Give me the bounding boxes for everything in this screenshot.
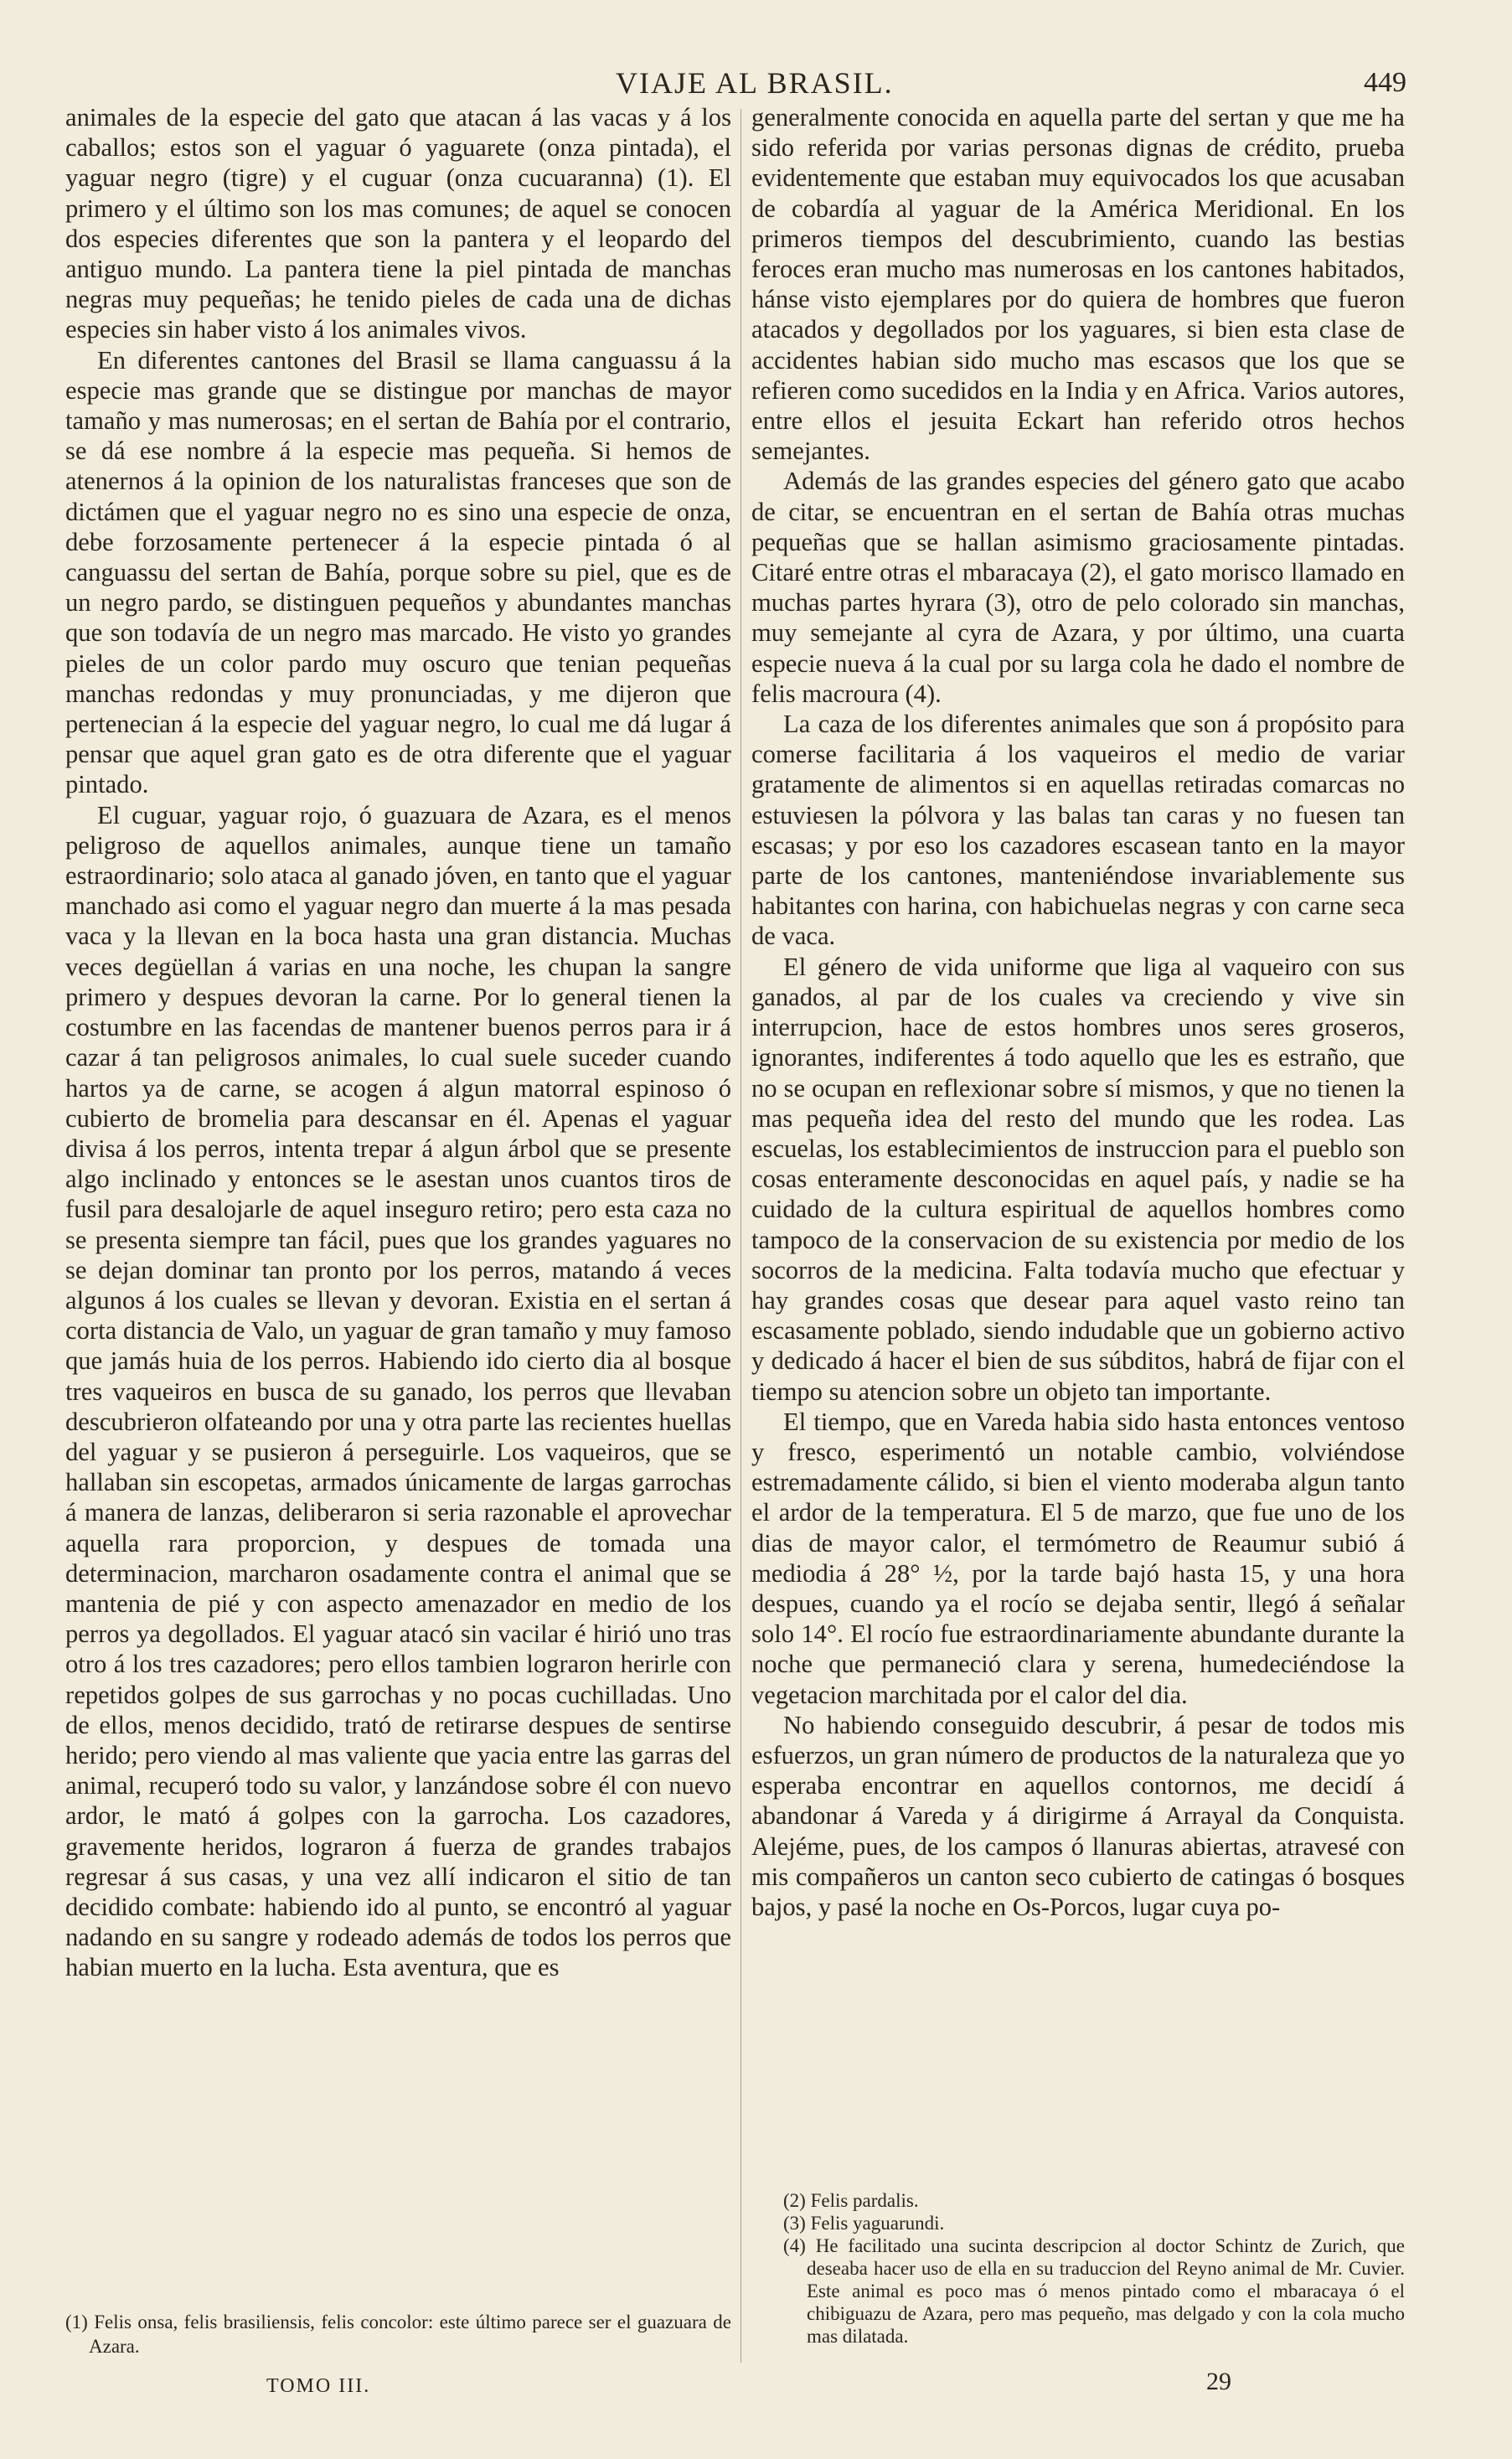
paragraph: El cuguar, yaguar rojo, ó guazuara de Azara, es el menos peligroso de aquellos animales, aunque tiene un tamaño estraordinario; solo ataca al ganado jóven, en tanto que el yaguar manchado asi como el yaguar negro dan muerte á la mas pesada vaca y la llevan en la boca hasta una gran distancia. Muchas veces degüellan á varias en una noche, les chupan la sangre primero y despues devoran la carne. Por lo general tienen la costumbre en las facendas de mantener buenos perros para ir á cazar á tan peligrosos animales, lo cual suele suceder cuando hartos ya de carne, se acogen á algun matorral espinoso ó cubierto de bromelia para descansar en él. Apenas el yaguar divisa á los perros, intenta trepar á algun árbol que se presente algo inclinado y entonces se le asestan unos cuantos tiros de fusil para desalojarle de aquel inseguro retiro; pero esta caza no se presenta siempre tan fácil, pues que los grandes yaguares no se dejan dominar tan pronto por los perros, matando á veces algunos á los cuales se llevan y devoran. Existia en el sertan á corta distancia de Valo, un yaguar de gran tamaño y muy famoso que jamás huia de los perros. Habiendo ido cierto dia al bosque tres vaqueiros en busca de su ganado, los perros que llevaban descubrieron olfateando por una y otra parte las recientes huellas del yaguar y se pusieron á perseguirle. Los vaqueiros, que se hallaban sin escopetas, armados únicamente de largas garrochas á manera de lanzas, deliberaron si seria razonable el aprovechar aquella rara proporcion, y despues de tomada una determinacion, marcharon osadamente contra el animal que se mantenia de pié y con aspecto amenazador en medio de los perros ya degollados. El yaguar atacó sin vacilar é hirió uno tras otro á los tres cazadores; pero ellos tambien lograron herirle con repetidos golpes de sus garrochas y no pocas cuchilladas. Uno de ellos, menos decidido, trató de retirarse despues de sentirse herido; pero viendo al mas valiente que yacia entre las garras del animal, recuperó todo su valor, y lanzándose sobre él con nuevo ardor, le mató á golpes con la garrocha. Los cazadores, gravemente heridos, lograron á fuerza de grandes trabajos regresar á sus casas, y una vez allí indicaron el sitio de tan decidido combate: habiendo ido al punto, se encontró al yaguar nadando en su sangre y rodeado además de todos los perros que habian muerto en la lucha. Esta aventura, que es xyxy=(65,800,731,1982)
right-column xyxy=(751,102,1405,1922)
paragraph: El tiempo, que en Vareda habia sido hasta entonces ventoso y fresco, esperimentó un notable cambio, volviéndose estremadamente cálido, si bien el viento moderaba algun tanto el ardor de la temperatura. El 5 de marzo, que fue uno de los dias de mayor calor, el termómetro de Reaumur subió á mediodia á 28° ½, por la tarde bajó hasta 15, y una hora despues, cuando ya el rocío se dejaba sentir, llegó á señalar solo 14°. El rocío fue estraordinariamente abundante durante la noche que permaneció clara y serena, humedeciéndose la vegetacion marchitada por el calor del dia. xyxy=(751,1407,1405,1709)
paragraph: No habiendo conseguido descubrir, á pesar de todos mis esfuerzos, un gran número de productos de la naturaleza que yo esperaba encontrar en aquellos contornos, me decidí á abandonar á Vareda y á dirigirme á Arrayal da Conquista. Alejéme, pues, de los campos ó llanuras abiertas, atravesé con mis compañeros un canton seco cubierto de catingas ó bosques bajos, y pasé la noche en Os-Porcos, lugar cuya po- xyxy=(751,1710,1405,1921)
paragraph: En diferentes cantones del Brasil se llama canguassu á la especie mas grande que se distingue por manchas de mayor tamaño y mas numerosas; en el sertan de Bahía por el contrario, se dá ese nombre á la especie mas pequeña. Si hemos de atenernos á la opinion de los naturalistas franceses que son de dictámen que el yaguar negro no es sino una especie de onza, debe forzosamente pertenecer á la especie pintada ó al canguassu del sertan de Bahía, porque sobre su piel, que es de un negro pardo, se distinguen pequeños y abundantes manchas que son todavía de un negro mas marcado. He visto yo grandes pieles de un color pardo muy oscuro que tenian pequeñas manchas redondas y muy pronunciadas, y me dijeron que pertenecian á la especie del yaguar negro, lo cual me dá lugar á pensar que aquel gran gato es de otra diferente que el yaguar pintado. xyxy=(65,345,731,799)
footnote: (3) Felis yaguarundi. xyxy=(783,2213,945,2234)
paragraph: Además de las grandes especies del género gato que acabo de citar, se encuentran en el sertan de Bahía otras muchas pequeñas que se hallan asimismo graciosamente pintadas. Citaré entre otras el mbaracaya (2), el gato morisco llamado en muchas partes hyrara (3), otro de pelo colorado sin manchas, muy semejante al cyra de Azara, y por último, una cuarta especie nueva á la cual por su larga cola he dado el nombre de felis macroura (4). xyxy=(751,467,1405,708)
paragraph: El género de vida uniforme que liga al vaqueiro con sus ganados, al par de los cuales va creciendo y vive sin interrupcion, hace de estos hombres unos seres groseros, ignorantes, indiferentes á todo aquello que les es estraño, que no se ocupan en reflexionar sobre sí mismos, y que no tienen la mas pequeña idea del resto del mundo que les rodea. Las escuelas, los establecimientos de instruccion para el pueblo son cosas enteramente desconocidas en aquel país, y nadie se ha cuidado de la cultura espiritual de aquellos hombres como tampoco de la conservacion de su existencia por medio de los socorros de la medicina. Falta todavía mucho que efectuar y hay grandes cosas que desear para aquel vasto reino tan escasamente poblado, siendo indudable que un gobierno activo y dedicado á hacer el bien de sus súbditos, habrá de fijar con el tiempo su atencion sobre un objeto tan importante. xyxy=(751,952,1405,1406)
footnote: (4) He facilitado una sucinta descripcion al doctor Schintz de Zurich, que deseaba hacer uso de ella en su traduccion del Reyno animal de Mr. Cuvier. Este animal es poco mas ó menos pintado como el mbaracaya ó el chibiguazu de Azara, pero mas pequeño, mas delgado y con la cola mucho mas dilatada. xyxy=(783,2235,1405,2347)
paragraph: animales de la especie del gato que atacan á las vacas y á los caballos; estos son el yaguar ó yaguarete (onza pintada), el yaguar negro (tigre) y el cuguar (onza cucuaranna) (1). El primero y el último son los mas comunes; de aquel se conocen dos especies diferentes que son la pantera y el leopardo del antiguo mundo. La pantera tiene la piel pintada de manchas negras muy pequeñas; he tenido pieles de cada una de dichas especies sin haber visto á los animales vivos. xyxy=(65,103,731,344)
volume-signature: TOMO III. xyxy=(266,2375,371,2397)
footnotes-right xyxy=(783,2189,1405,2348)
page-number: 449 xyxy=(1364,67,1406,98)
footnote: (1) Felis onsa, felis brasiliensis, felis concolor: este último parece ser el guazuara de Azara. xyxy=(65,2312,731,2357)
running-head xyxy=(0,59,1512,109)
running-title: VIAJE AL BRASIL. xyxy=(616,66,894,100)
footnote: (2) Felis pardalis. xyxy=(783,2190,919,2211)
footnotes-left xyxy=(65,2310,731,2358)
paragraph: La caza de los diferentes animales que son á propósito para comerse facilitaria á los vaqueiros el medio de variar gratamente de alimentos si en aquellas retiradas comarcas no estuviesen la pólvora y las balas tan caras y no fuesen tan escasas; y por eso los cazadores escasean tanto en la mayor parte de los cantones, manteniéndose invariablemente sus habitantes con harina, con habichuelas negras y con carne seca de vaca. xyxy=(751,710,1405,951)
left-column xyxy=(65,102,731,1983)
paragraph: generalmente conocida en aquella parte del sertan y que me ha sido referida por varias personas dignas de crédito, prueba evidentemente que estaban muy equivocados los que acusaban de cobardía al yaguar de la América Meridional. En los primeros tiempos del descubrimiento, cuando las bestias feroces eran mucho mas numerosas en los cantones habitados, hánse visto ejemplares por do quiera de hombres que fueron atacados y degollados por los yaguares, si bien esta clase de accidentes habian sido mucho mas escasos que los que se refieren como sucedidos en la India y en Africa. Varios autores, entre ellos el jesuita Eckart han referido otros hechos semejantes. xyxy=(751,103,1405,466)
sheet-number: 29 xyxy=(1206,2368,1231,2395)
